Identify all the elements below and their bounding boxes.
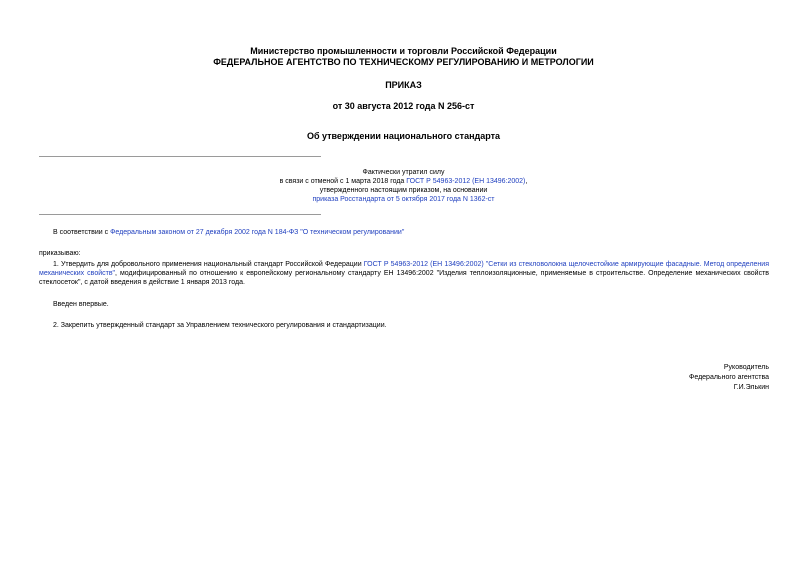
date-number: от 30 августа 2012 года N 256-ст xyxy=(332,101,475,111)
status-line-3: утвержденного настоящим приказом, на основании xyxy=(319,187,488,194)
item-2-paragraph: 2. Закрепить утвержденный стандарт за Управлением технического регулирования и стандартизации. xyxy=(53,322,387,329)
status-line-1: Фактически утратил силу xyxy=(362,169,445,176)
gost-link[interactable]: ГОСТ Р 54963-2012 (ЕН 13496:2002) xyxy=(406,178,526,185)
intro-paragraph xyxy=(39,228,769,237)
top-divider xyxy=(39,156,321,157)
item-1-prefix: 1. Утвердить для добровольного применения национальный стандарт Российской Федерации xyxy=(53,261,364,268)
item-1-paragraph xyxy=(39,260,769,287)
standard-link[interactable]: ГОСТ Р 54963-2012 (ЕН 13496:2002) "Сетки из стекловолокна щелочестойкие армирующие фасадные. Метод определения механических свойств" xyxy=(39,261,769,277)
signature-line-1: Руководитель xyxy=(723,364,769,371)
status-line-2 xyxy=(0,177,807,186)
order-word: приказываю: xyxy=(39,250,81,257)
first-time-note: Введен впервые. xyxy=(53,301,109,308)
bottom-divider xyxy=(39,214,321,215)
rosstandart-order-link[interactable]: приказа Росстандарта от 5 октября 2017 года N 1362-ст xyxy=(312,196,495,203)
status-line-2-suffix: , xyxy=(525,178,528,185)
status-note xyxy=(0,168,807,204)
federal-law-link[interactable]: Федеральным законом от 27 декабря 2002 года N 184-ФЗ "О техническом регулировании" xyxy=(110,229,405,236)
signature-line-3: Г.И.Элькин xyxy=(733,384,769,391)
document-title: Об утверждении национального стандарта xyxy=(306,131,501,141)
ministry-line: Министерство промышленности и торговли Российской Федерации xyxy=(250,46,557,56)
item-1-suffix: , модифицированный по отношению к европейскому региональному стандарту ЕН 13496:2002 "Изделия теплоизоляционные, применяемые в строительстве. Определение механических свойств стеклосеток", с датой введения в действие 1 января 2013 года. xyxy=(39,270,769,286)
status-line-2-prefix: в связи с отменой с 1 марта 2018 года xyxy=(279,178,407,185)
signature-block xyxy=(689,363,769,393)
signature-line-2: Федерального агентства xyxy=(689,374,769,381)
intro-prefix: В соответствии с xyxy=(53,229,111,236)
status-line-4 xyxy=(0,195,807,204)
agency-line: ФЕДЕРАЛЬНОЕ АГЕНТСТВО ПО ТЕХНИЧЕСКОМУ РЕГУЛИРОВАНИЮ И МЕТРОЛОГИИ xyxy=(213,57,594,67)
doc-type: ПРИКАЗ xyxy=(385,80,422,90)
